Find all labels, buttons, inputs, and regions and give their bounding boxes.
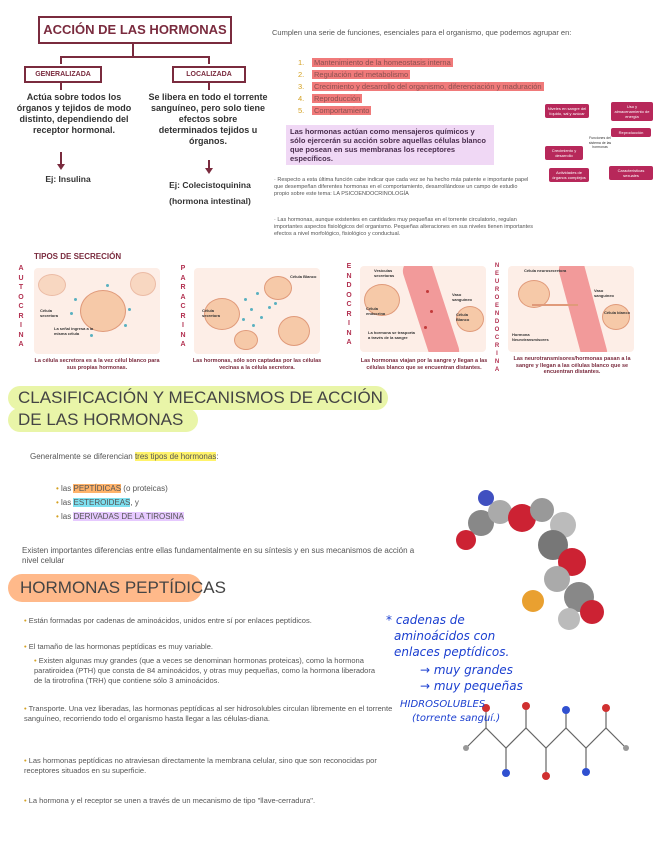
paracrina-illustration: Célula secretora Célula Blanco	[194, 268, 320, 354]
endocrina-caption: Las hormonas viajan por la sangre y llegan a las células blanco que se encuentran distantes.	[360, 358, 488, 371]
autocrina-illustration: Célula secretora La señal ingresa a la misma célula	[34, 268, 160, 354]
list-item: 5. Comportamiento	[298, 106, 370, 115]
handwritten-note: (torrente sanguí.)	[412, 713, 501, 724]
list-item: 1. Mantenimiento de la homeostasis interna	[298, 58, 451, 67]
neuroendocrina-caption: Las neurotransmisores/hormonas pasan a la sangre y llegan a las células blanco que se encuentran distantes.	[513, 356, 631, 375]
peptides-bullet-4: • Las hormonas peptídicas no atraviesan directamente la membrana celular, sino que son reconocidas por receptores situados en su superficie.	[24, 756, 377, 775]
localizada-label: LOCALIZADA	[172, 66, 246, 83]
handwritten-note: → muy pequeñas	[420, 679, 523, 693]
mindmap-node: Niveles en sangre del líquido, sal y azúcar	[545, 104, 589, 118]
mindmap-node: Actividades de órganos complejos	[549, 168, 589, 182]
handwritten-note: aminoácidos con	[394, 629, 496, 643]
protein-molecule-image	[448, 490, 618, 640]
mindmap-node: Crecimiento y desarrollo	[545, 146, 583, 160]
mindmap-node: Características sexuales	[609, 166, 653, 180]
classification-heading-2: DE LAS HORMONAS	[18, 410, 184, 429]
autocrina-label: A U T O C R I N A	[18, 265, 24, 348]
mindmap-node: Reproducción	[611, 128, 651, 137]
psicoendocrinologia-paragraph: · Respecto a esta última función cabe indicar que cada vez se ha hecho más patente e importante papel que desempeñan diferentes hormonas en el comportamiento, desarrollándose un campo de estudio propio sobre este tema: LA PSICOENDOCRINOLOGÍA	[274, 177, 529, 197]
functions-intro: Cumplen una serie de funciones, esenciales para el organismo, que podemos agrupar en:	[272, 28, 572, 37]
list-item: • las PEPTÍDICAS (o proteicas)	[56, 484, 168, 493]
endocrina-illustration: Vesículas secretoras Vaso sanguíneo Célula endocrina Célula Blanco La hormona se trasporta a través de la sangre	[360, 266, 486, 352]
handwritten-note: enlaces peptídicos.	[394, 645, 510, 659]
peptides-heading: HORMONAS PEPTÍDICAS	[20, 578, 226, 597]
neuroendocrina-label: N E U R O E N D O C R I N A	[494, 263, 500, 373]
list-item: • las DERIVADAS DE LA TIROSINA	[56, 512, 184, 521]
peptides-bullet-2-sub: • Existen algunas muy grandes (que a veces se denominan hormonas proteicas), como la hormona paratiroidea (PTH) que consta de 84 aminoácidos, y otras muy pequeñas, como la hormona liberadora de la tirotrofina (TRH) que contiene sólo 3 aminoácidos.	[34, 656, 376, 685]
mindmap-node: Uso y almacenamiento de energía	[611, 102, 653, 121]
mindmap-center: Funciones del sistema de las hormonas	[588, 136, 612, 149]
autocrina-caption: La célula secretora es a la vez célul blanco para sus propias hormonas.	[34, 358, 160, 371]
localizada-description: Se libera en todo el torrente sanguíneo, pero solo tiene efectos sobre determinados tejidos u órganos.	[148, 92, 268, 146]
list-item: • las ESTEROIDEAS, y	[56, 498, 139, 507]
localizada-example-note: (hormona intestinal)	[169, 196, 251, 206]
differences-paragraph: Existen importantes diferencias entre ellas fundamentalmente en su síntesis y en sus mecanismos de acción a nivel celular	[22, 546, 415, 565]
secretion-title: TIPOS DE SECRECIÓN	[34, 252, 122, 261]
localizada-example: Ej: Colecistoquinina	[169, 180, 251, 190]
generalizada-label: GENERALIZADA	[24, 66, 102, 83]
endocrina-label: E N D O C R I N A	[346, 263, 352, 346]
generalizada-example: Ej: Insulina	[45, 174, 91, 184]
handwritten-note: * cadenas de	[386, 613, 465, 627]
messenger-note: Las hormonas actúan como mensajeros químicos y sólo ejercerán su acción sobre aquellas células blanco que posean en sus membranas los receptores específicos.	[286, 125, 494, 165]
peptides-bullet-3: • Transporte. Una vez liberadas, las hormonas peptídicas al ser hidrosolubles circulan libremente en el torrente sanguíneo, recorriendo todo el organismo hasta llegar a las células-diana.	[24, 704, 393, 723]
page-title: ACCIÓN DE LAS HORMONAS	[38, 16, 232, 44]
handwritten-note: → muy grandes	[420, 663, 513, 677]
handwritten-note: HIDROSOLUBLES	[400, 699, 486, 710]
peptides-bullet-5: • La hormona y el receptor se unen a través de un mecanismo de tipo "llave-cerradura".	[24, 796, 316, 805]
generalizada-description: Actúa sobre todos los órganos y tejidos de modo distinto, dependiendo del receptor hormonal.	[16, 92, 132, 135]
peptides-bullet-1: • Están formadas por cadenas de aminoácidos, unidos entre sí por enlaces peptídicos.	[24, 616, 312, 625]
neuroendocrina-illustration: Célula neurosecretora Vaso sanguíneo Célula blanco Hormona Neurotransmisores	[508, 266, 634, 352]
peptides-bullet-2: • El tamaño de las hormonas peptídicas es muy variable.	[24, 642, 213, 651]
classification-heading: CLASIFICACIÓN Y MECANISMOS DE ACCIÓN	[18, 388, 383, 407]
classification-intro: Generalmente se diferencian tres tipos de hormonas:	[30, 452, 219, 461]
functions-mindmap	[545, 100, 655, 188]
hormone-types-list	[56, 482, 256, 524]
list-item: 3. Crecimiento y desarrollo del organismo, diferenciación y maduración	[298, 82, 542, 91]
paracrina-label: P A R A C R I N A	[180, 265, 186, 348]
paracrina-caption: Las hormonas, sólo son captadas por las células vecinas a la célula secretora.	[192, 358, 322, 371]
hormone-levels-paragraph: · Las hormonas, aunque existentes en cantidades muy pequeñas en el torrente circulatorio, regulan importantes aspectos fisiológicos del organismo. Pequeñas alteraciones en sus niveles tienen importantes efectos a nivel morfológico, fisiológico y conductual.	[274, 217, 533, 237]
list-item: 2. Regulación del metabolismo	[298, 70, 409, 79]
list-item: 4. Reproducción	[298, 94, 361, 103]
